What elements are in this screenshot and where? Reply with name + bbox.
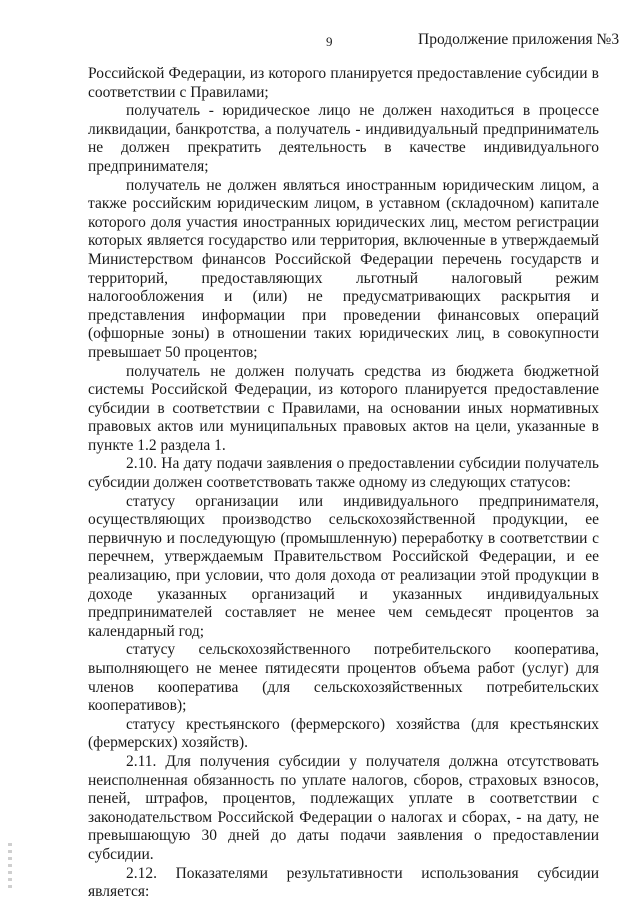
paragraph: статусу организации или индивидуального предпринимателя, осуществляющих производство сельскохозяйственной продукции, ее первичную и последующую (промышленную) переработку в соответствии с перечнем, утверждаемым Правительством Российской Федерации, и ее реализацию, при условии, что доля дохода от реализации этой продукции в доходе указанных организаций и указанных индивидуальных предпринимателей составляет не менее чем семьдесят процентов за календарный год; [88,492,599,640]
paragraph: получатель - юридическое лицо не должен находиться в процессе ликвидации, банкротства, а получатель - индивидуальный предприниматель не должен прекратить деятельность в качестве индивидуального предпринимателя; [88,102,599,175]
paragraph: 2.10. На дату подачи заявления о предоставлении субсидии получатель субсидии должен соответствовать также одному из следующих статусов: [88,455,599,492]
paragraph: 2.11. Для получения субсидии у получателя должна отсутствовать неисполненная обязанность по уплате налогов, сборов, страховых взносов, пеней, штрафов, процентов, подлежащих уплате в соответствии с законодательством Российской Федерации о налогах и сборах, - на дату, не превышающую 30 дней до даты подачи заявления о предоставлении субсидии. [88,752,599,863]
page-number: 9 [326,34,333,49]
document-body [88,65,599,902]
paragraph: получатель не должен являться иностранным юридическим лицом, а также российским юридическим лицом, в уставном (складочном) капитале которого доля участия иностранных юридических лиц, местом регистрации которых является государство или территория, включенные в утверждаемый Министерством финансов Российской Федерации перечень государств и территорий, предоставляющих льготный налоговый режим налогообложения и (или) не предусматривающих раскрытия и представления информации при проведении финансовых операций (офшорные зоны) в отношении таких юридических лиц, в совокупности превышает 50 процентов; [88,176,599,361]
scan-margin-mark [8,843,12,891]
paragraph: статусу крестьянского (фермерского) хозяйства (для крестьянских (фермерских) хозяйств). [88,715,599,752]
paragraph: статусу сельскохозяйственного потребительского кооператива, выполняющего не менее пятидесяти процентов объема работ (услуг) для членов кооператива (для сельскохозяйственных потребительских кооперативов); [88,641,599,715]
paragraph: получатель не должен получать средства из бюджета бюджетной системы Российской Федерации, из которого планируется предоставление субсидии в соответствии с Правилами, на основании иных нормативных правовых актов или муниципальных правовых актов на цели, указанные в пункте 1.2 раздела 1. [88,362,599,454]
paragraph: Российской Федерации, из которого планируется предоставление субсидии в соответствии с Правилами; [88,65,599,101]
running-header: Продолжение приложения №3 [418,31,620,48]
paragraph: 2.12. Показателями результативности использования субсидии является: [88,864,599,901]
